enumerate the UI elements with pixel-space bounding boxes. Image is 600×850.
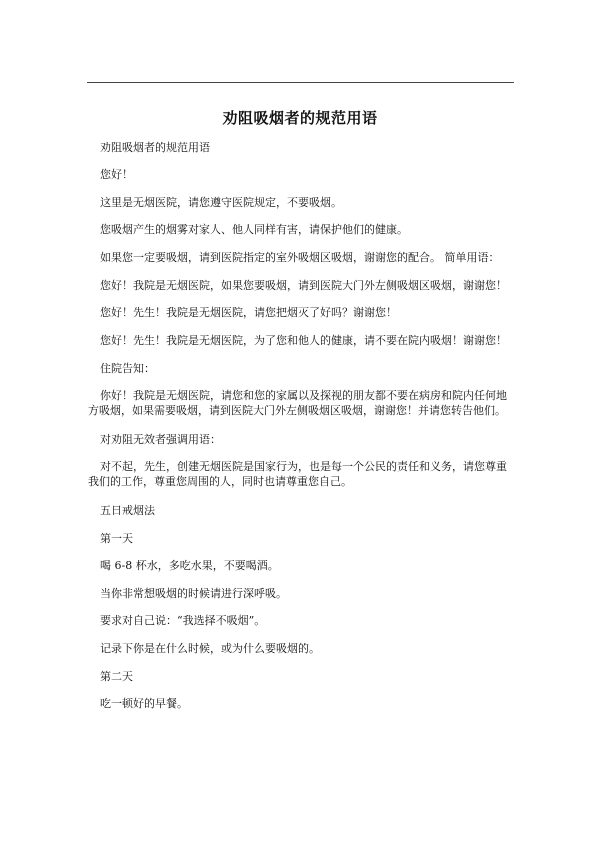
day2-item-breakfast: 吃一顿好的早餐。 — [100, 697, 188, 710]
paragraph-ineffective-heading: 对劝阻无效者强调用语： — [100, 433, 221, 446]
day-heading-2: 第二天 — [100, 670, 133, 683]
paragraph-smoke-harm: 您吸烟产生的烟雾对家人、他人同样有害，请保护他们的健康。 — [100, 223, 408, 236]
paragraph-inpatient-notice-heading: 住院告知： — [100, 362, 155, 375]
header-rule — [87, 82, 514, 83]
section-heading-five-day: 五日戒烟法 — [100, 504, 155, 517]
document-title: 劝阻吸烟者的规范用语 — [222, 109, 378, 127]
day1-item-record: 记录下你是在什么时候，或为什么要吸烟的。 — [100, 642, 320, 655]
paragraph-greeting: 您好！ — [100, 168, 133, 181]
paragraph-ineffective-phrase: 对不起，先生，创建无烟医院是国家行为，也是每一个公民的责任和义务，请您尊重我们的工作，尊重您周围的人，同时也请尊重您自己。 — [88, 460, 507, 488]
day1-item-water: 喝 6-8 杯水，多吃水果，不要喝酒。 — [100, 559, 279, 572]
paragraph-simple-phrase-3: 您好！先生！我院是无烟医院，为了您和他人的健康，请不要在院内吸烟！谢谢您！ — [100, 334, 507, 347]
paragraph-simple-phrase-1: 您好！我院是无烟医院，如果您要吸烟，请到医院大门外左侧吸烟区吸烟，谢谢您！ — [100, 279, 507, 292]
paragraph-designated-area: 如果您一定要吸烟，请到医院指定的室外吸烟区吸烟，谢谢您的配合。 简单用语： — [100, 251, 500, 264]
paragraph-inpatient-notice: 你好！我院是无烟医院，请您和您的家属以及探视的朋友都不要在病房和院内任何地方吸烟，如果需要吸烟，请到医院大门外左侧吸烟区吸烟，谢谢您！并请您转告他们。 — [88, 389, 507, 417]
day1-item-breathing: 当你非常想吸烟的时候请进行深呼吸。 — [100, 587, 287, 600]
paragraph-simple-phrase-2: 您好！先生！我院是无烟医院，请您把烟灭了好吗？谢谢您！ — [100, 306, 397, 319]
paragraph-hospital-rule: 这里是无烟医院，请您遵守医院规定，不要吸烟。 — [100, 196, 342, 209]
day-heading-1: 第一天 — [100, 532, 133, 545]
day1-item-self-talk: 要求对自己说：“我选择不吸烟”。 — [100, 614, 266, 627]
paragraph-subtitle: 劝阻吸烟者的规范用语 — [100, 141, 210, 154]
